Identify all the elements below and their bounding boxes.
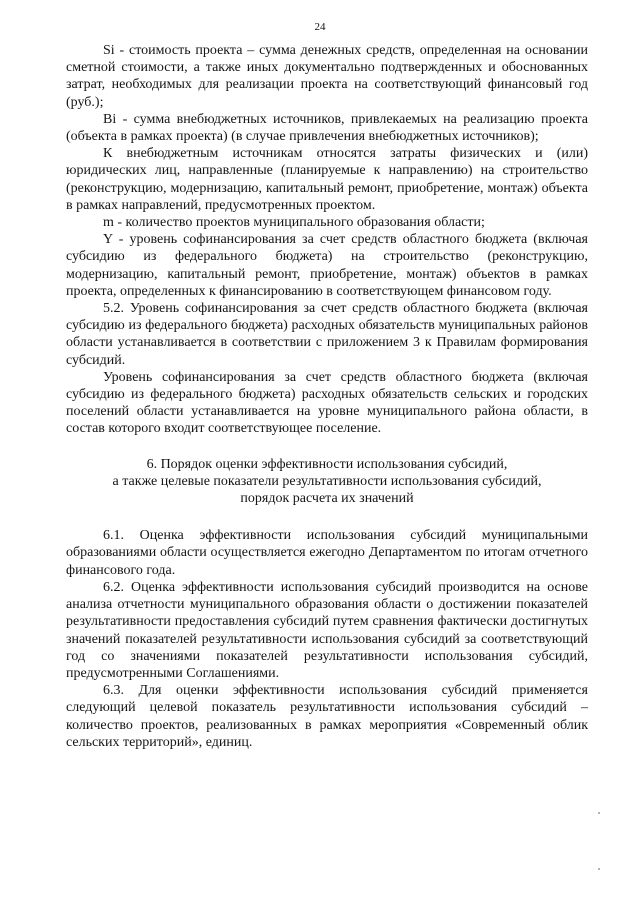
paragraph-6-2: 6.2. Оценка эффективности использования субсидий производится на основе анализа отчетности муниципального образования области о достижении показателей результативности предоставления субсидий путем сравнения фактически достигнутых значений показателей результативности использования субсидий за соответствующий год со значениями показателей результативности использования субсидий, предусмотренными Соглашениями.	[66, 579, 588, 681]
section-heading-line-1: 6. Порядок оценки эффективности использования субсидий,	[146, 456, 508, 472]
paragraph-5-2: 5.2. Уровень софинансирования за счет средств областного бюджета (включая субсидию из федерального бюджета) расходных обязательств муниципальных районов области устанавливается в соответствии с приложением 3 к Правилам формирования субсидий.	[66, 301, 588, 368]
document-body	[66, 42, 588, 751]
paragraph-6-3: 6.3. Для оценки эффективности использования субсидий применяется следующий целевой показатель результативности использования субсидий – количество проектов, реализованных в рамках мероприятия «Современный облик сельских территорий», единиц.	[66, 683, 588, 750]
scan-speck	[598, 868, 600, 870]
section-heading-line-3: порядок расчета их значений	[240, 491, 414, 507]
paragraph-bi-definition: Bi - сумма внебюджетных источников, привлекаемых на реализацию проекта (объекта в рамках проекта) (в случае привлечения внебюджетных источников);	[66, 111, 588, 145]
scan-speck	[598, 812, 600, 814]
paragraph-cofinancing-settlements: Уровень софинансирования за счет средств областного бюджета (включая субсидию из федерального бюджета) расходных обязательств сельских и городских поселений области устанавливается на уровне муниципального района области, в состав которого входит соответствующее поселение.	[66, 369, 588, 437]
paragraph-extrabudgetary-sources: К внебюджетным источникам относятся затраты физических и (или) юридических лиц, направленные (планируемые к направлению) на строительство (реконструкцию, модернизацию, капитальный ремонт, приобретение, монтаж) объекта в рамках направлений, предусмотренных проектом.	[66, 146, 588, 213]
paragraph-si-definition: Si - стоимость проекта – сумма денежных средств, определенная на основании сметной стоимости, а также иных документально подтвержденных и обоснованных затрат, необходимых для реализации проекта на соответствующий финансовый год (руб.);	[66, 43, 588, 110]
section-heading-line-2: а также целевые показатели результативности использования субсидий,	[112, 473, 542, 489]
paragraph-m-definition: m - количество проектов муниципального образования области;	[103, 215, 485, 231]
paragraph-y-definition: Y - уровень софинансирования за счет средств областного бюджета (включая субсидию из федерального бюджета) на строительство (реконструкцию, модернизацию, капитальный ремонт, приобретение, монтаж) объектов в рамках проекта, определенных к финансированию в соответствующем финансовом году.	[66, 232, 588, 299]
paragraph-6-1: 6.1. Оценка эффективности использования субсидий муниципальными образованиями области осуществляется ежегодно Департаментом по итогам отчетного финансового года.	[66, 528, 588, 578]
section-6-heading	[66, 456, 588, 508]
page-number: 24	[314, 21, 326, 33]
